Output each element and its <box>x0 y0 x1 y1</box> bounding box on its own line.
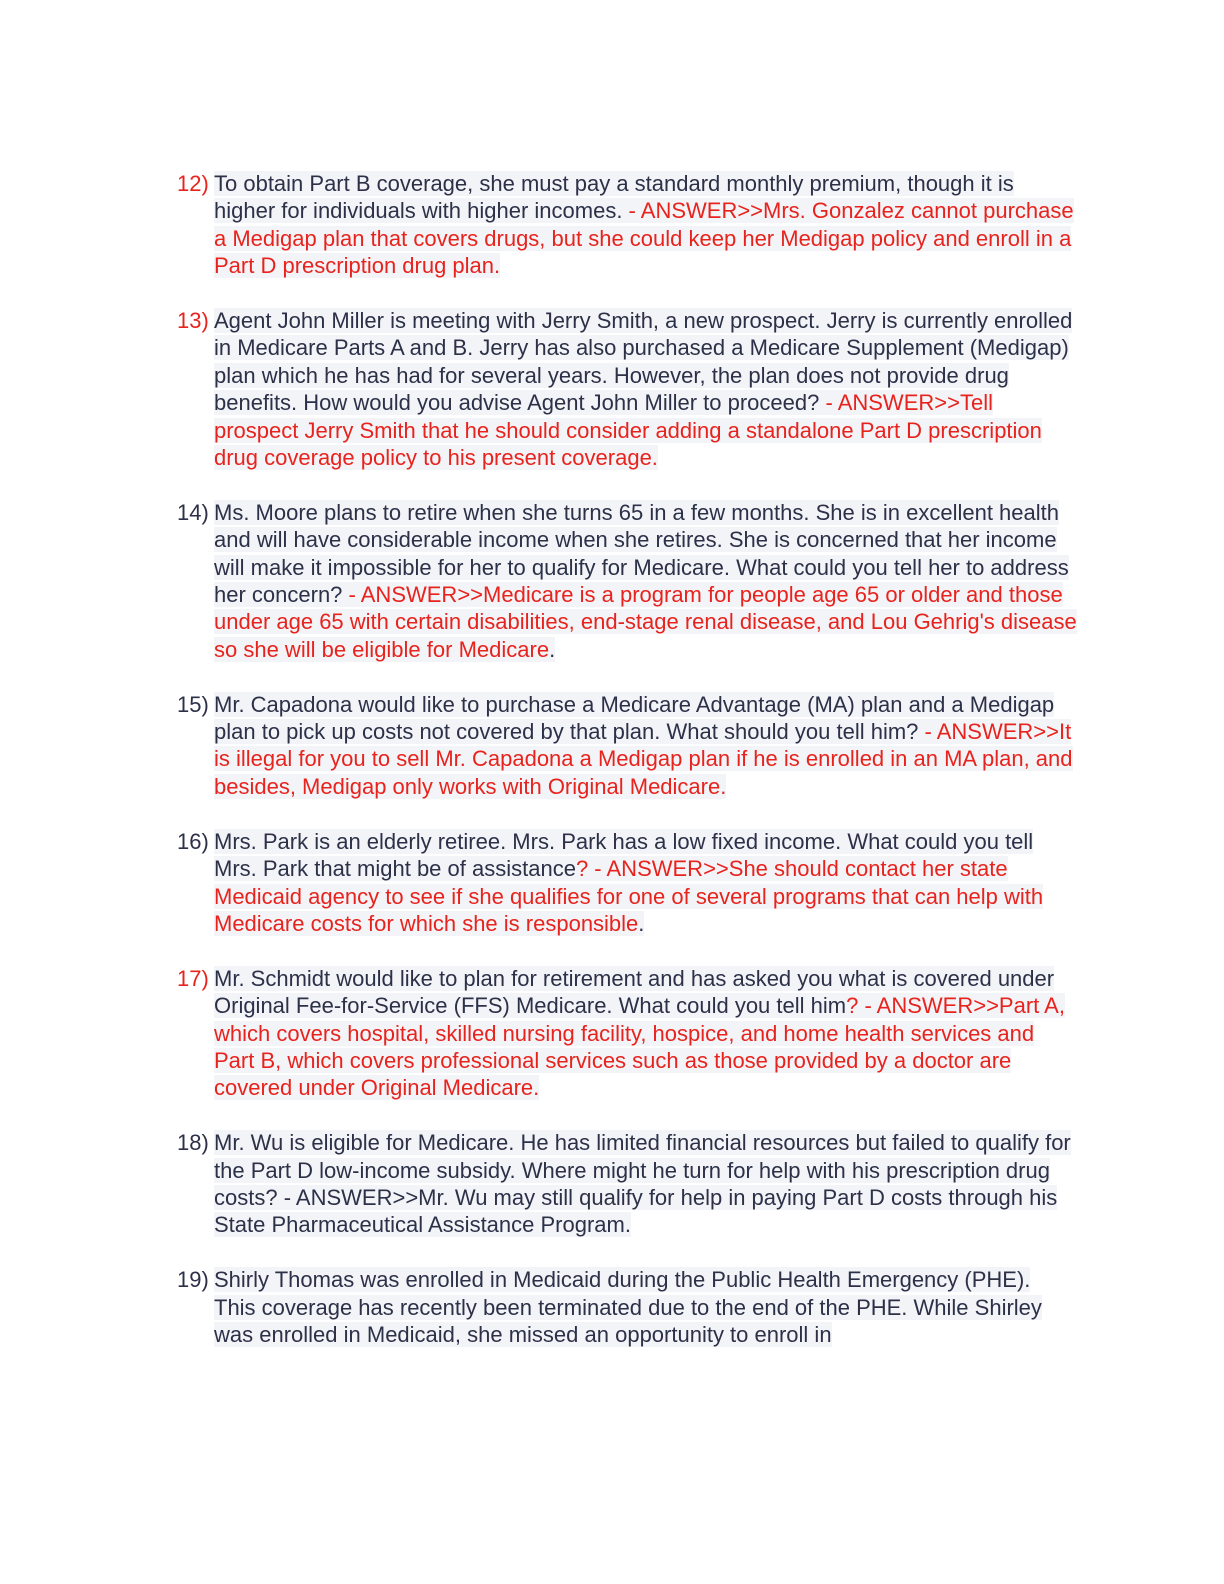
answer-text: - ANSWER>>Mrs. Gonzalez cannot purchase a Medigap plan that covers drugs, but she could keep her Medigap policy and enroll in a Part D prescription drug plan. <box>214 198 1074 279</box>
qa-item-12 <box>177 170 1077 280</box>
item-number: 19) <box>177 1267 209 1293</box>
item-body <box>214 170 1077 280</box>
answer-text: - ANSWER>>Medicare is a program for people age 65 or older and those under age 65 with certain disabilities, end-stage renal disease, and Lou Gehrig's disease so she will be eligible for Medicare <box>214 582 1077 662</box>
item-body <box>214 1266 1077 1348</box>
question-text: Agent John Miller is meeting with Jerry Smith, a new prospect. Jerry is currently enrolled in Medicare Parts A and B. Jerry has also purchased a Medicare Supplement (Medigap) plan which he has had for several years. However, the plan does not provide drug benefits. How would you advise Agent John Miller to proceed? <box>214 308 1073 416</box>
question-text: Ms. Moore plans to retire when she turns 65 in a few months. She is in excellent health and will have considerable income when she retires. She is concerned that her income will make it impossible for her to qualify for Medicare. What could you tell her to address her concern? <box>214 499 1069 608</box>
item-body <box>214 691 1077 801</box>
trailing-punctuation: . <box>549 636 556 662</box>
item-number: 16) <box>177 828 209 854</box>
item-number: 18) <box>177 1130 209 1156</box>
question-text: Mr. Wu is eligible for Medicare. He has limited financial resources but failed to qualify for the Part D low-income subsidy. Where might he turn for help with his prescription drug costs? - ANSWER>>Mr. Wu may still qualify for help in paying Part D costs through his State Pharmaceutical Assistance Program. <box>214 1130 1071 1238</box>
question-text: Mr. Capadona would like to purchase a Medicare Advantage (MA) plan and a Medigap plan to pick up costs not covered by that plan. What should you tell him? <box>214 691 1055 745</box>
item-body <box>214 828 1077 938</box>
question-text: Mr. Schmidt would like to plan for retirement and has asked you what is covered under Original Fee-for-Service (FFS) Medicare. What could you tell him <box>214 965 1055 1019</box>
question-text: Shirly Thomas was enrolled in Medicaid during the Public Health Emergency (PHE). This coverage has recently been terminated due to the end of the PHE. While Shirley was enrolled in Medicaid, she missed an opportunity to enroll in <box>214 1267 1042 1347</box>
answer-text: ? - ANSWER>>She should contact her state Medicaid agency to see if she qualifies for one of several programs that can help with Medicare costs for which she is responsible <box>214 856 1044 936</box>
question-text: Mrs. Park is an elderly retiree. Mrs. Park has a low fixed income. What could you tell Mrs. Park that might be of assistance <box>214 828 1034 882</box>
item-body <box>214 1129 1077 1239</box>
item-number: 13) <box>177 308 209 334</box>
qa-item-18 <box>177 1129 1077 1239</box>
qa-item-19 <box>177 1266 1077 1348</box>
qa-item-14 <box>177 499 1077 663</box>
item-body <box>214 965 1077 1102</box>
item-body <box>214 307 1077 471</box>
question-text: To obtain Part B coverage, she must pay a standard monthly premium, though it is higher for individuals with higher incomes. <box>214 171 1014 224</box>
answer-text: ? - ANSWER>>Part A, which covers hospital, skilled nursing facility, hospice, and home health services and Part B, which covers professional services such as those provided by a doctor are covered under Original Medicare. <box>214 993 1065 1101</box>
item-body <box>214 499 1077 663</box>
item-number: 17) <box>177 965 209 991</box>
qa-item-13 <box>177 307 1077 471</box>
item-number: 15) <box>177 691 209 717</box>
qa-item-15 <box>177 691 1077 801</box>
qa-item-17 <box>177 965 1077 1102</box>
answer-text: - ANSWER>>Tell prospect Jerry Smith that he should consider adding a standalone Part D prescription drug coverage policy to his present coverage. <box>214 390 1042 471</box>
qa-item-16 <box>177 828 1077 938</box>
answer-text: - ANSWER>>It is illegal for you to sell Mr. Capadona a Medigap plan if he is enrolled in an MA plan, and besides, Medigap only works with Original Medicare. <box>214 719 1073 799</box>
item-number: 14) <box>177 499 209 525</box>
item-number: 12) <box>177 171 209 196</box>
question-answer-list <box>177 170 1077 1376</box>
trailing-punctuation: . <box>638 910 645 936</box>
